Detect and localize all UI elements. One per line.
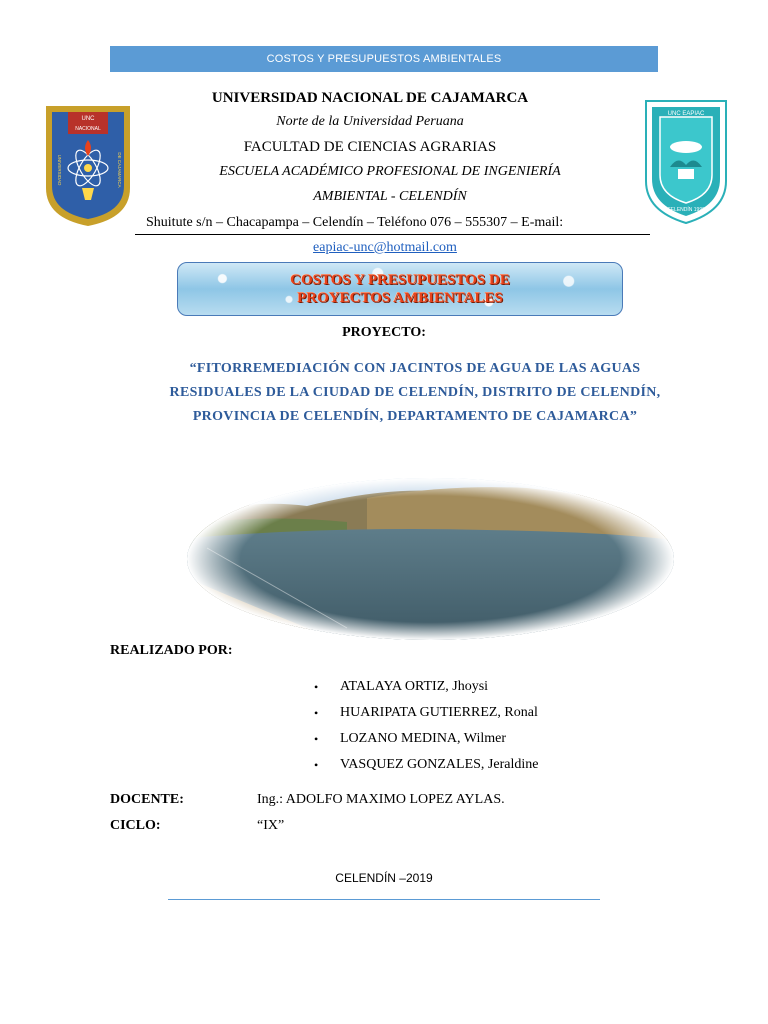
address-line: Shuitute s/n – Chacapampa – Celendín – Teléfono 076 – 555307 – E-mail: [146,215,564,230]
list-item: • VASQUEZ GONZALES, Jeraldine [340,754,538,780]
school-name-line1: ESCUELA ACADÉMICO PROFESIONAL DE INGENIERÍA [219,164,561,179]
left-logo-ring-left: UNIVERSIDAD [57,154,62,186]
authors-list [314,676,539,780]
header-bar [110,46,658,72]
footer-date: CELENDÍN –2019 [335,871,433,885]
project-title: “FITORREMEDIACIÓN CON JACINTOS DE AGUA DE LAS AGUAS RESIDUALES DE LA CIUDAD DE CELENDÍN, DISTRITO DE CELENDÍN, PROVINCIA DE CELENDÍN, DEPARTAMENTO DE CAJAMARCA” [169,361,661,424]
eapiac-logo [640,97,732,227]
cycle-label: CICLO: [110,818,161,833]
project-label: PROYECTO: [342,325,426,340]
bullet-icon: • [314,758,319,772]
university-name: UNIVERSIDAD NACIONAL DE CAJAMARCA [211,90,529,106]
lake-photo [187,478,674,640]
faculty-name: FACULTAD DE CIENCIAS AGRARIAS [243,139,497,155]
left-logo-top-text: UNC [81,116,95,122]
list-item: • LOZANO MEDINA, Wilmer [340,728,538,754]
bullet-icon: • [314,680,319,694]
footer-divider [168,899,600,900]
course-banner [177,262,623,316]
authors-label: REALIZADO POR: [110,643,233,658]
right-logo-bottom-text: CELENDÍN 1999 [667,207,705,213]
teacher-label: DOCENTE: [110,792,184,807]
bullet-icon: • [314,732,319,746]
email-link[interactable]: eapiac-unc@hotmail.com [313,240,457,255]
header-title: COSTOS Y PRESUPUESTOS AMBIENTALES [266,53,502,65]
school-name-line2: AMBIENTAL - CELENDÍN [313,189,467,204]
left-logo-ring-right: DE CAJAMARCA [117,152,122,188]
list-item: • ATALAYA ORTIZ, Jhoysi [340,676,538,702]
list-item: • HUARIPATA GUTIERREZ, Ronal [340,702,538,728]
header-divider [135,234,650,235]
right-logo-top-text: UNC EAPIAC [667,111,705,117]
course-banner-text: COSTOS Y PRESUPUESTOS DE PROYECTOS AMBIENTALES [290,272,510,306]
cycle-value: “IX” [257,818,285,833]
bullet-icon: • [314,706,319,720]
teacher-value: Ing.: ADOLFO MAXIMO LOPEZ AYLAS. [257,792,505,807]
university-motto: Norte de la Universidad Peruana [276,114,464,129]
left-logo-ring-top: NACIONAL [75,126,101,132]
